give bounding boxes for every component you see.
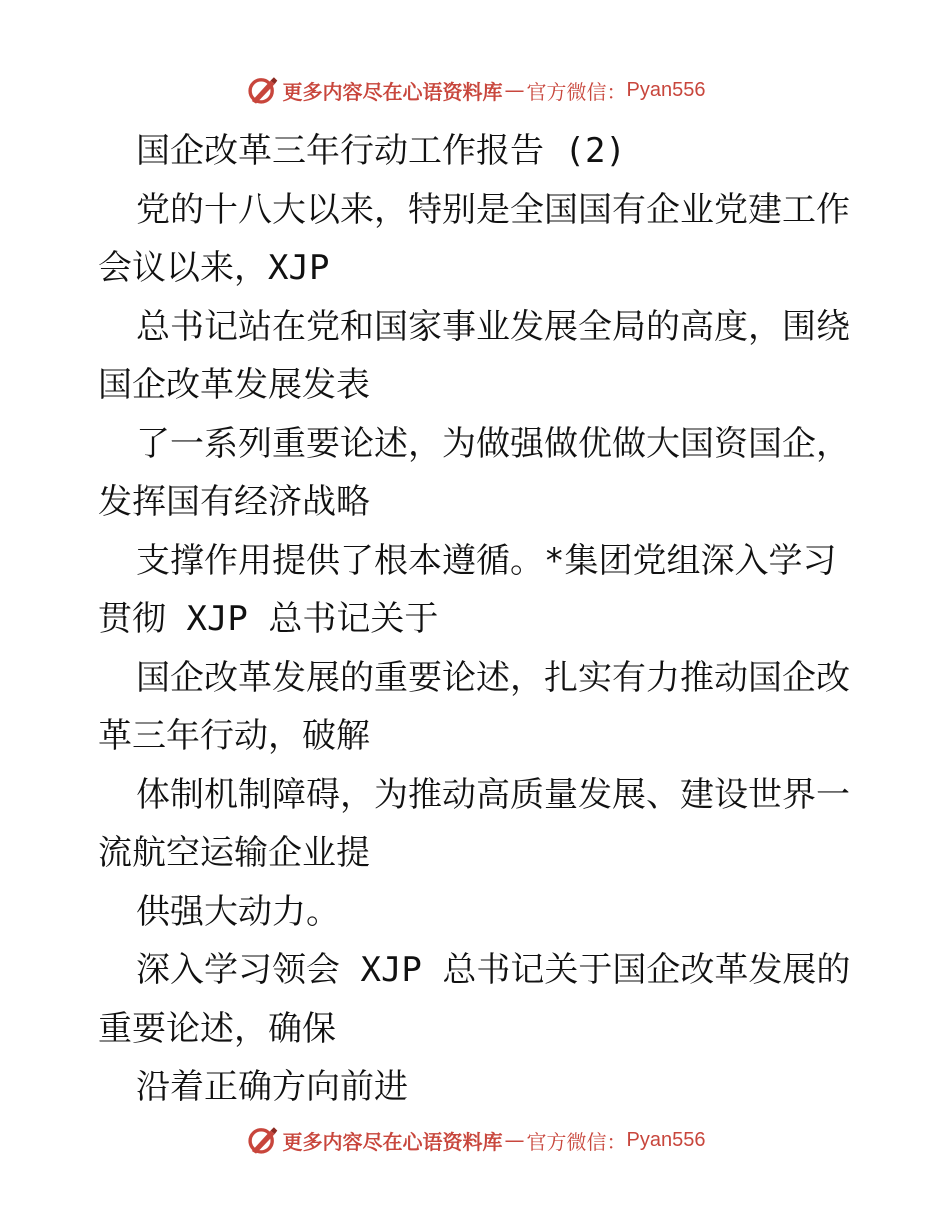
paragraph-line: 了一系列重要论述，为做强做优做大国资国企， xyxy=(136,423,850,464)
paragraph-line: 体制机制障碍，为推动高质量发展、建设世界一 xyxy=(136,774,850,815)
paragraph-line: 重要论述，确保 xyxy=(98,1008,336,1049)
pen-logo-icon xyxy=(245,73,279,107)
document-title: 国企改革三年行动工作报告 (2) xyxy=(136,131,626,171)
banner-wechat-id: Pyan556 xyxy=(626,1128,706,1151)
paragraph-line: 沿着正确方向前进 xyxy=(136,1067,408,1107)
footer-watermark-banner xyxy=(0,1120,950,1160)
banner-text: 更多内容尽在心语资料库 xyxy=(282,1129,503,1154)
paragraph-line: 国企改革发展的重要论述，扎实有力推动国企改 xyxy=(136,657,850,698)
paragraph-line: 会议以来，XJP xyxy=(98,248,330,288)
banner-wechat-id: Pyan556 xyxy=(626,78,706,101)
banner-separator: — xyxy=(504,1128,525,1152)
paragraph-line: 革三年行动，破解 xyxy=(98,716,370,756)
banner-wechat-label: 官方微信： xyxy=(526,1129,627,1154)
paragraph-line: 供强大动力。 xyxy=(136,891,340,932)
paragraph-line: 发挥国有经济战略 xyxy=(98,482,370,522)
paragraph-line: 支撑作用提供了根本遵循。*集团党组深入学习 xyxy=(136,540,837,581)
paragraph-line: 流航空运输企业提 xyxy=(98,833,370,873)
header-watermark-banner xyxy=(0,70,950,110)
paragraph-line: 贯彻 XJP 总书记关于 xyxy=(98,599,439,639)
paragraph-line: 党的十八大以来，特别是全国国有企业党建工作 xyxy=(136,189,850,230)
paragraph-line: 总书记站在党和国家事业发展全局的高度，围绕 xyxy=(136,306,850,347)
banner-text: 更多内容尽在心语资料库 xyxy=(282,79,503,104)
paragraph-line: 国企改革发展发表 xyxy=(98,365,370,405)
paragraph-line: 深入学习领会 XJP 总书记关于国企改革发展的 xyxy=(136,950,851,990)
pen-logo-icon xyxy=(245,1123,279,1157)
document-body xyxy=(98,122,868,1117)
banner-separator: — xyxy=(504,78,525,102)
banner-wechat-label: 官方微信： xyxy=(526,79,627,104)
